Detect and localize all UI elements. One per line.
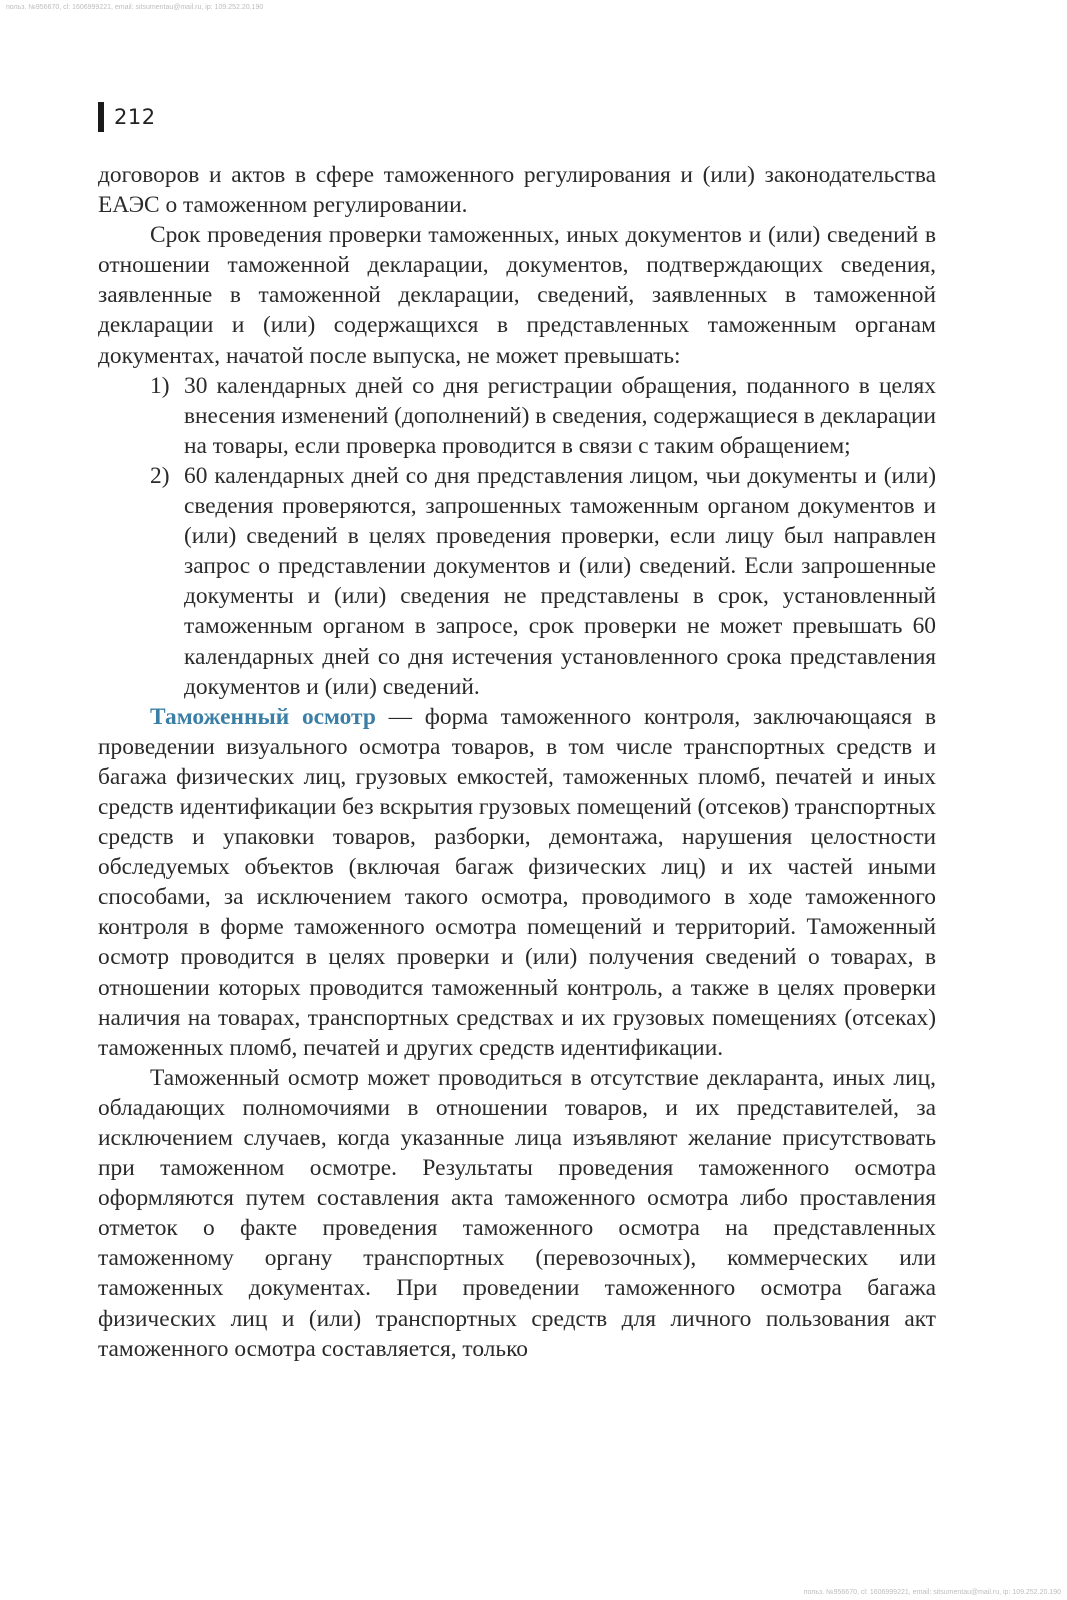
- page-header: [98, 102, 156, 132]
- list-item: [98, 461, 936, 702]
- watermark-top: польз. №956670, cl: 1606999221, email: sitsumentau@mail.ru, ip: 109.252.20.190: [6, 4, 264, 11]
- term-definition: — форма таможенного контроля, заключающаяся в проведении визуального осмотра товаров, в том числе транспортных средств и багажа физических лиц, грузовых емкостей, таможенных пломб, печатей и иных средств идентификации без вскрытия грузовых помещений (отсеков) транспортных средств и упаковки товаров, разборки, демонтажа, нарушения целостности обследуемых объектов (включая багаж физических лиц) и их частей иными способами, за исключением такого осмотра, проводимого в ходе таможенного контроля в форме таможенного осмотра помещений и территорий. Таможенный осмотр проводится в целях проверки и (или) получения сведений о товарах, в отношении которых проводится таможенный контроль, а также в целях проверки наличия на товарах, транспортных средствах и их грузовых помещениях (отсеках) таможенных пломб, печатей и других средств идентификации.: [98, 703, 936, 1061]
- watermark-bottom: польз. №956670, cl: 1606999221, email: sitsumentau@mail.ru, ip: 109.252.20.190: [803, 1589, 1061, 1596]
- paragraph-customs-inspection: [98, 702, 936, 1063]
- paragraph-continuation: договоров и актов в сфере таможенного регулирования и (или) законодательства ЕАЭС о таможенном регулировании.: [98, 162, 936, 219]
- term-highlight: Таможенный осмотр: [150, 703, 376, 730]
- list-item: [98, 371, 936, 461]
- list-item-text: 60 календарных дней со дня представления лицом, чьи документы и (или) сведения проверяются, запрошенных таможенным органом документов и (или) сведений в целях проведения проверки, если лицу был направлен запрос о представлении документов и (или) сведений. Если запрошенные документы и (или) сведения не представлены в срок, установленный таможенным органом в запросе, срок проверки не может превышать 60 календарных дней со дня истечения установленного срока представления документов и (или) сведений.: [184, 462, 936, 700]
- paragraph-inspection-absence: Таможенный осмотр может проводиться в отсутствие декларанта, иных лиц, обладающих полномочиями в отношении товаров, и их представителей, за исключением случаев, когда указанные лица изъявляют желание присутствовать при таможенном осмотре. Результаты проведения таможенного осмотра оформляются путем составления акта таможенного осмотра либо проставления отметок о факте проведения таможенного осмотра на представленных таможенному органу транспортных (перевозочных), коммерческих или таможенных документах. При проведении таможенного осмотра багажа физических лиц и (или) транспортных средств для личного пользования акт таможенного осмотра составляется, только: [98, 1064, 936, 1362]
- list-item-number: 2): [150, 462, 170, 489]
- page-number: 212: [114, 105, 156, 129]
- page-number-bar: [98, 102, 104, 132]
- list-item-text: 30 календарных дней со дня регистрации обращения, поданного в целях внесения изменений (дополнений) в сведения, содержащиеся в декларации на товары, если проверка проводится в связи с таким обращением;: [184, 372, 936, 459]
- paragraph-check-period: Срок проведения проверки таможенных, иных документов и (или) сведений в отношении таможенной декларации, документов, подтверждающих сведения, заявленные в таможенной декларации, сведений, заявленных в таможенной декларации и (или) содержащихся в представленных таможенным органам документах, начатой после выпуска, не может превышать:: [98, 222, 936, 369]
- list-item-number: 1): [150, 372, 170, 399]
- body-text: [98, 160, 936, 1364]
